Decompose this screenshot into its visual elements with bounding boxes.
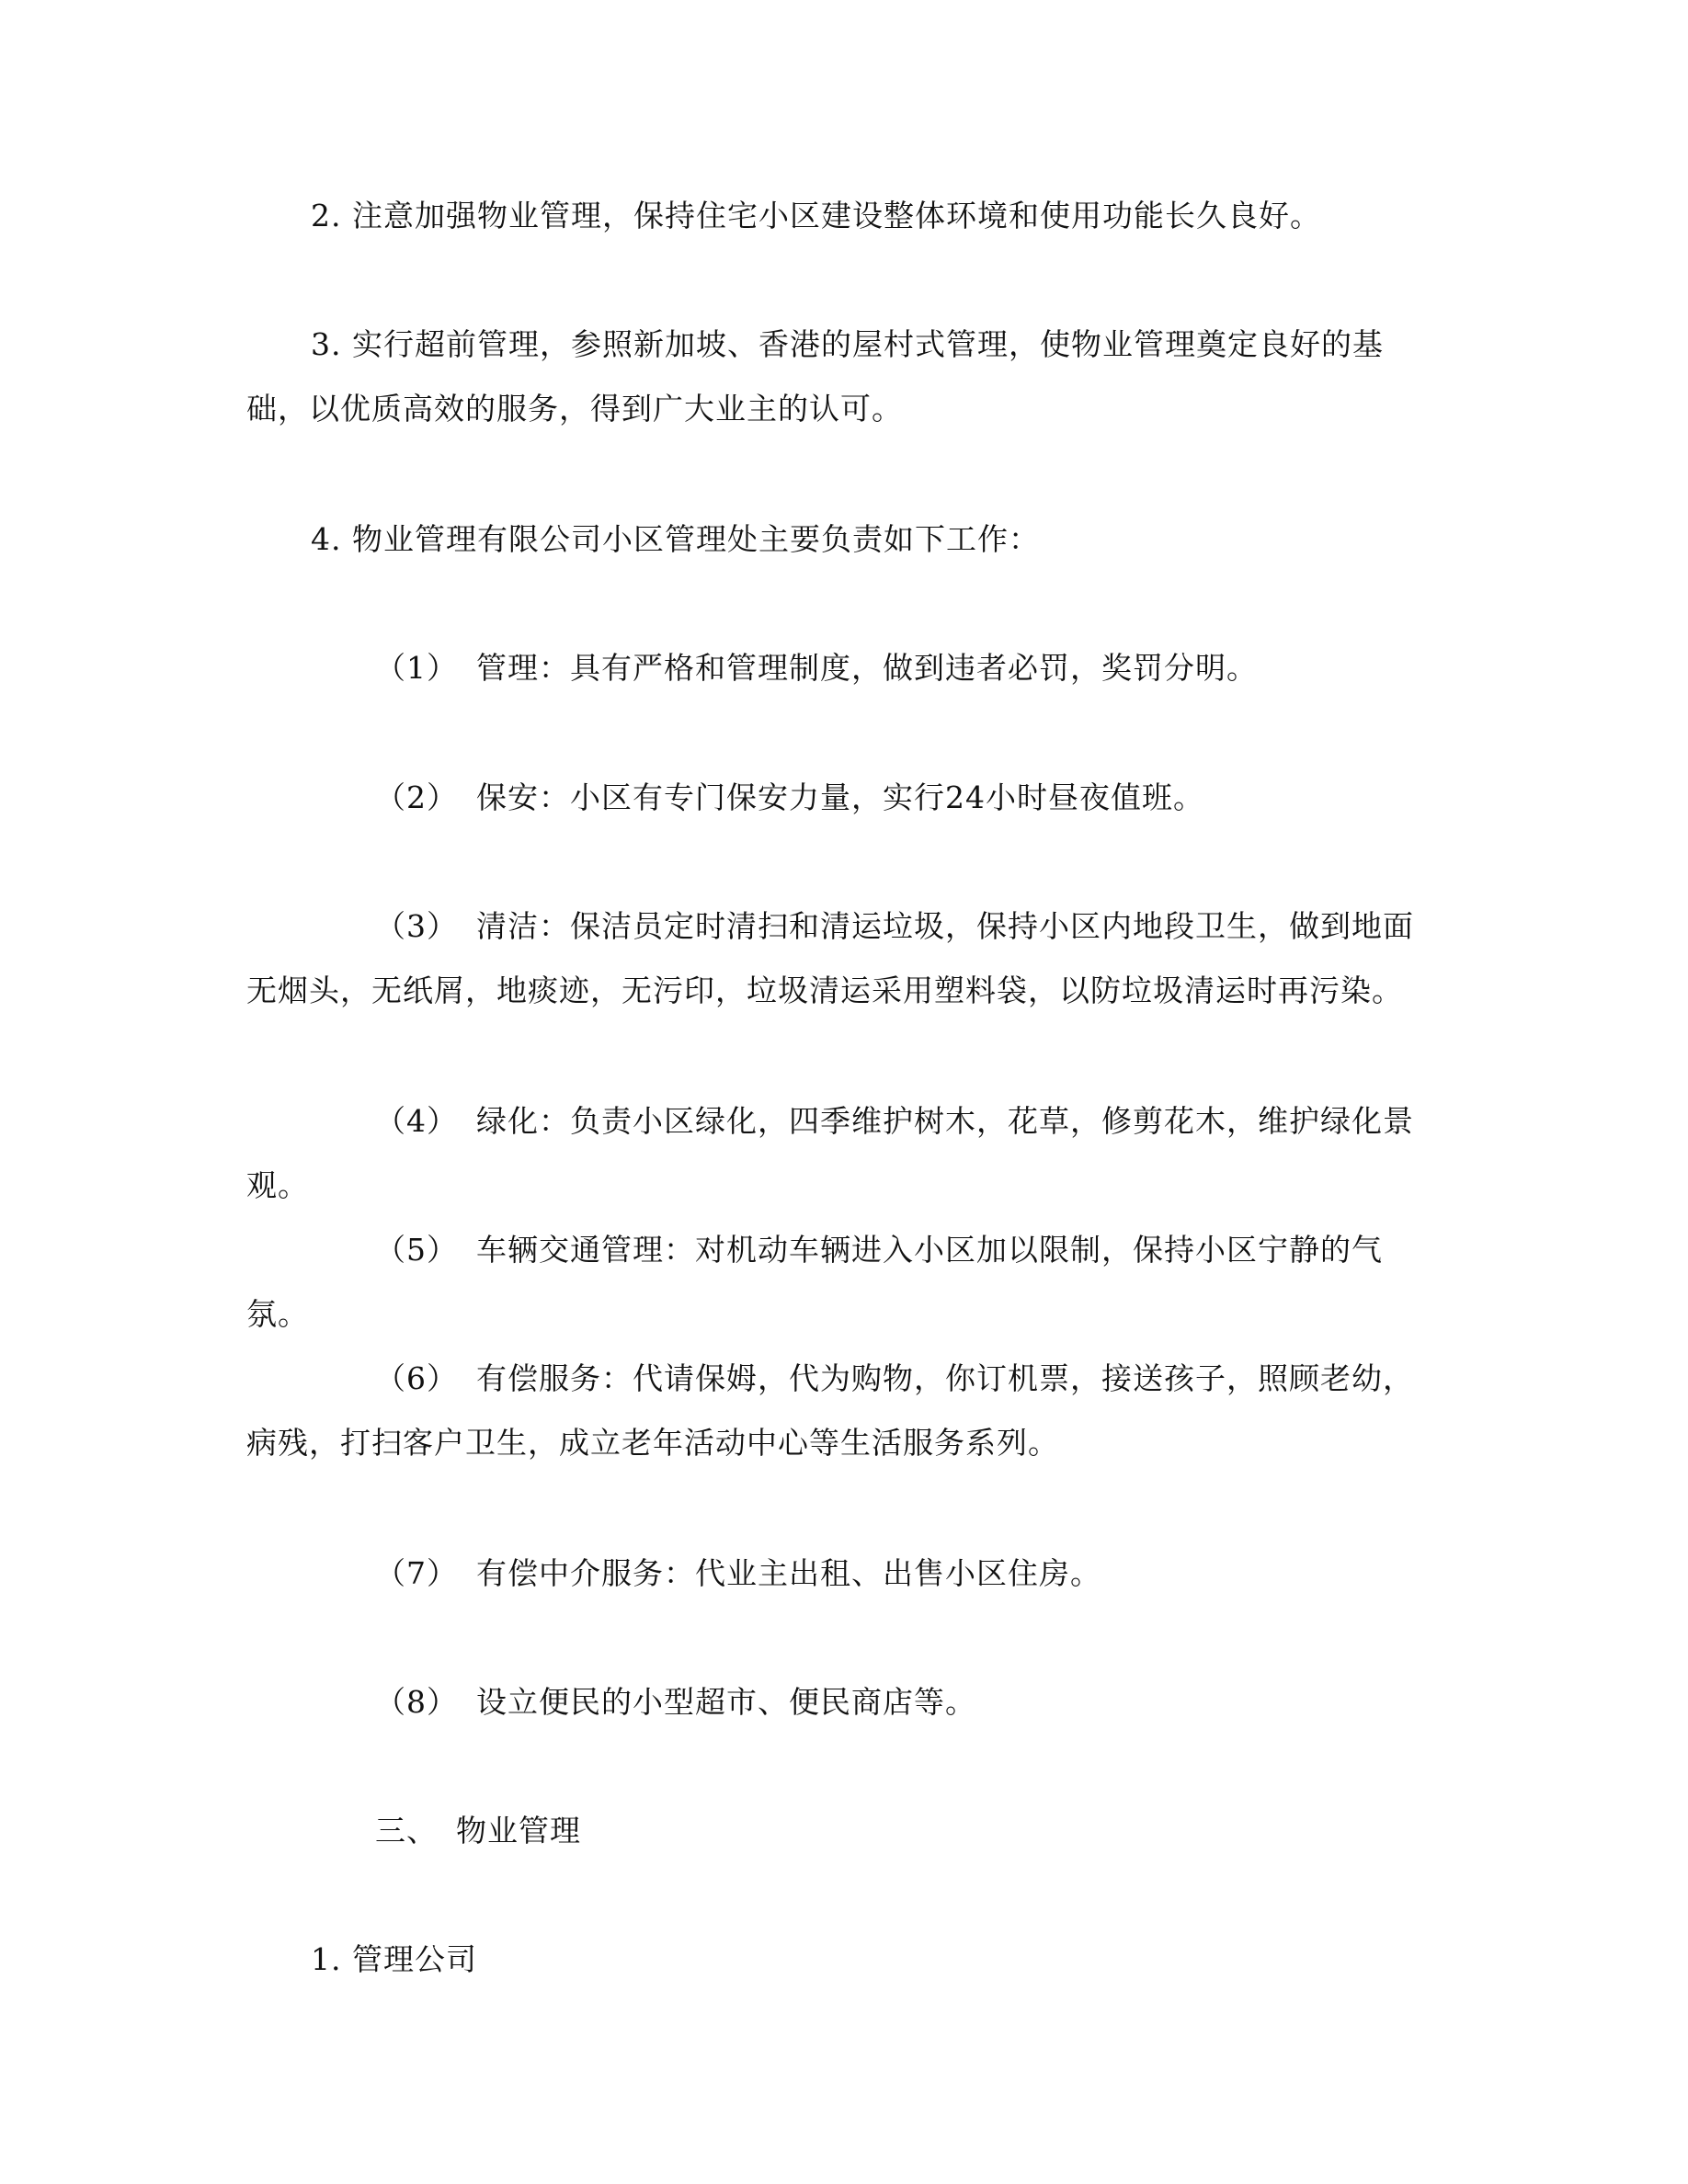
paragraph-2: [246, 184, 1442, 248]
paragraph-4: [246, 507, 1442, 572]
list-item-number: （6）: [375, 1360, 458, 1396]
list-item-number: （7）: [375, 1555, 458, 1591]
list-item-number: （5）: [375, 1232, 458, 1268]
paragraph-text: 2. 注意加强物业管理，保持住宅小区建设整体环境和使用功能长久良好。: [311, 198, 1321, 233]
paragraph-text: 4. 物业管理有限公司小区管理处主要负责如下工作：: [311, 521, 1040, 557]
list-item-text: 保安：小区有专门保安力量，实行24小时昼夜值班。: [476, 779, 1204, 815]
list-item-5: [246, 1218, 1442, 1347]
list-item-text: 车辆交通管理：对机动车辆进入小区加以限制，保持小区宁静的气氛。: [246, 1232, 1383, 1332]
paragraph-3: [246, 313, 1442, 441]
list-item-2: [246, 766, 1442, 830]
list-item-number: （4）: [375, 1103, 458, 1139]
list-item-4: [246, 1089, 1442, 1218]
list-item-number: （1）: [375, 650, 458, 686]
section-heading-3: [246, 1799, 1442, 1863]
list-item-text: 清洁：保洁员定时清扫和清运垃圾，保持小区内地段卫生，做到地面无烟头，无纸屑，地痰迹，无污印，垃圾清运采用塑料袋，以防垃圾清运时再污染。: [246, 908, 1414, 1008]
list-item-7: [246, 1541, 1442, 1606]
list-item-number: （2）: [375, 779, 458, 815]
list-item-number: （3）: [375, 908, 458, 944]
list-item-8: [246, 1670, 1442, 1735]
section-title: 物业管理: [456, 1813, 581, 1848]
paragraph-text: 3. 实行超前管理，参照新加坡、香港的屋村式管理，使物业管理奠定良好的基础，以优质高效的服务，得到广大业主的认可。: [246, 326, 1384, 427]
list-item-6: [246, 1347, 1442, 1475]
list-item-3: [246, 894, 1442, 1023]
list-item-text: 管理：具有严格和管理制度，做到违者必罚，奖罚分明。: [476, 650, 1258, 686]
section-number: 三、: [375, 1813, 438, 1848]
list-item-text: 绿化：负责小区绿化，四季维护树木，花草，修剪花木，维护绿化景观。: [246, 1103, 1414, 1203]
subsection-heading-1: [246, 1928, 1442, 1992]
list-item-text: 设立便民的小型超市、便民商店等。: [476, 1684, 976, 1720]
list-item-text: 有偿中介服务：代业主出租、出售小区住房。: [476, 1555, 1101, 1591]
list-item-text: 有偿服务：代请保姆，代为购物，你订机票，接送孩子，照顾老幼，病残，打扫客户卫生，成立老年活动中心等生活服务系列。: [246, 1360, 1414, 1461]
list-item-1: [246, 636, 1442, 700]
subsection-title: 1. 管理公司: [311, 1941, 477, 1977]
list-item-number: （8）: [375, 1684, 458, 1720]
